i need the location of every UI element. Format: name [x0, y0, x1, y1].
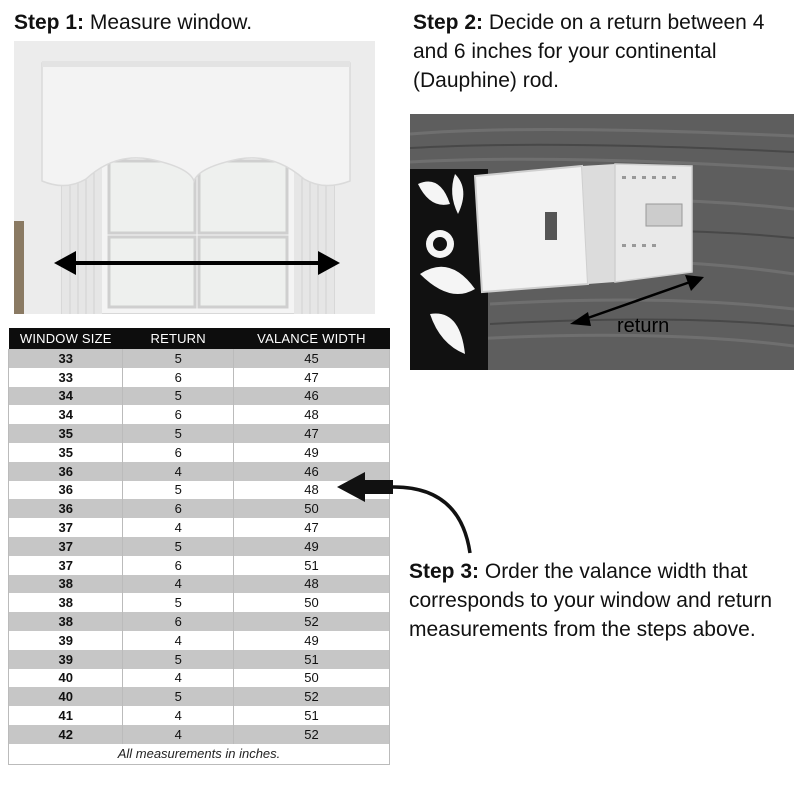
cell-window-size: 35: [9, 443, 123, 462]
table-row: [9, 725, 390, 744]
cell-window-size: 33: [9, 368, 123, 387]
cell-return: 6: [123, 556, 233, 575]
cell-valance-width: 50: [233, 593, 389, 612]
table-row: [9, 443, 390, 462]
table-row: [9, 687, 390, 706]
cell-return: 6: [123, 443, 233, 462]
cell-return: 5: [123, 424, 233, 443]
step1-instruction: Measure window.: [89, 11, 253, 34]
table-header-row: [9, 328, 390, 349]
cell-valance-width: 52: [233, 725, 389, 744]
cell-window-size: 38: [9, 593, 123, 612]
cell-return: 5: [123, 650, 233, 669]
cell-window-size: 39: [9, 631, 123, 650]
cell-window-size: 39: [9, 650, 123, 669]
step3-instruction: Order the valance width that corresponds to your window and return measurements from the steps above.: [409, 560, 773, 641]
table-row: [9, 405, 390, 424]
table-footnote: All measurements in inches.: [8, 744, 390, 765]
step1-text: [14, 8, 252, 37]
cell-valance-width: 48: [233, 405, 389, 424]
cell-return: 5: [123, 687, 233, 706]
rod-bracket-illustration: [410, 114, 794, 370]
cell-window-size: 37: [9, 537, 123, 556]
table-row: [9, 424, 390, 443]
step2-label: Step 2:: [413, 11, 484, 34]
cell-return: 5: [123, 387, 233, 406]
cell-valance-width: 45: [233, 349, 389, 368]
cell-return: 6: [123, 499, 233, 518]
cell-window-size: 42: [9, 725, 123, 744]
cell-valance-width: 48: [233, 575, 389, 594]
cell-window-size: 38: [9, 612, 123, 631]
cell-window-size: 37: [9, 556, 123, 575]
cell-valance-width: 46: [233, 387, 389, 406]
cell-valance-width: 50: [233, 499, 389, 518]
table-row: [9, 537, 390, 556]
cell-window-size: 33: [9, 349, 123, 368]
cell-valance-width: 48: [233, 481, 389, 500]
cell-valance-width: 47: [233, 424, 389, 443]
cell-window-size: 41: [9, 706, 123, 725]
cell-window-size: 34: [9, 405, 123, 424]
cell-window-size: 36: [9, 481, 123, 500]
cell-window-size: 37: [9, 518, 123, 537]
table-row: [9, 631, 390, 650]
cell-valance-width: 51: [233, 650, 389, 669]
cell-valance-width: 49: [233, 537, 389, 556]
table-row: [9, 349, 390, 368]
table-row: [9, 575, 390, 594]
cell-return: 4: [123, 706, 233, 725]
cell-valance-width: 50: [233, 669, 389, 688]
valance-window-photo: [14, 41, 375, 314]
cell-window-size: 34: [9, 387, 123, 406]
cell-return: 5: [123, 593, 233, 612]
step1-label: Step 1:: [14, 11, 85, 34]
curved-arrow-icon: [335, 455, 495, 555]
cell-window-size: 36: [9, 499, 123, 518]
table-row: [9, 368, 390, 387]
cell-return: 4: [123, 725, 233, 744]
cell-valance-width: 51: [233, 706, 389, 725]
table-row: [9, 387, 390, 406]
step2-text: [413, 8, 793, 95]
cell-valance-width: 49: [233, 631, 389, 650]
cell-return: 5: [123, 537, 233, 556]
valance-window-illustration: [14, 41, 375, 314]
cell-return: 4: [123, 462, 233, 481]
cell-return: 4: [123, 631, 233, 650]
cell-window-size: 40: [9, 687, 123, 706]
cell-window-size: 36: [9, 462, 123, 481]
cell-return: 5: [123, 349, 233, 368]
step3-label: Step 3:: [409, 560, 480, 583]
table-row: [9, 650, 390, 669]
table-row: [9, 706, 390, 725]
cell-return: 6: [123, 405, 233, 424]
cell-return: 4: [123, 518, 233, 537]
table-row: [9, 499, 390, 518]
table-row: [9, 481, 390, 500]
cell-valance-width: 46: [233, 462, 389, 481]
cell-return: 5: [123, 481, 233, 500]
cell-window-size: 35: [9, 424, 123, 443]
cell-return: 6: [123, 368, 233, 387]
header-window-size: WINDOW SIZE: [9, 328, 123, 349]
cell-valance-width: 47: [233, 518, 389, 537]
cell-return: 4: [123, 575, 233, 594]
table-row: [9, 462, 390, 481]
rod-return-photo: [410, 114, 794, 370]
cell-valance-width: 52: [233, 687, 389, 706]
header-return: RETURN: [123, 328, 233, 349]
header-valance-width: VALANCE WIDTH: [233, 328, 389, 349]
return-label: return: [617, 315, 670, 337]
cell-return: 6: [123, 612, 233, 631]
table-row: [9, 612, 390, 631]
valance-size-table: [8, 328, 390, 765]
table-row: [9, 593, 390, 612]
table-row: [9, 556, 390, 575]
table-row: [9, 669, 390, 688]
cell-window-size: 40: [9, 669, 123, 688]
step2-instruction: Decide on a return between 4 and 6 inches for your continental (Dauphine) rod.: [413, 11, 765, 92]
cell-valance-width: 47: [233, 368, 389, 387]
step3-text: [409, 557, 789, 644]
cell-valance-width: 49: [233, 443, 389, 462]
cell-return: 4: [123, 669, 233, 688]
table-row: [9, 518, 390, 537]
cell-valance-width: 52: [233, 612, 389, 631]
cell-valance-width: 51: [233, 556, 389, 575]
cell-window-size: 38: [9, 575, 123, 594]
